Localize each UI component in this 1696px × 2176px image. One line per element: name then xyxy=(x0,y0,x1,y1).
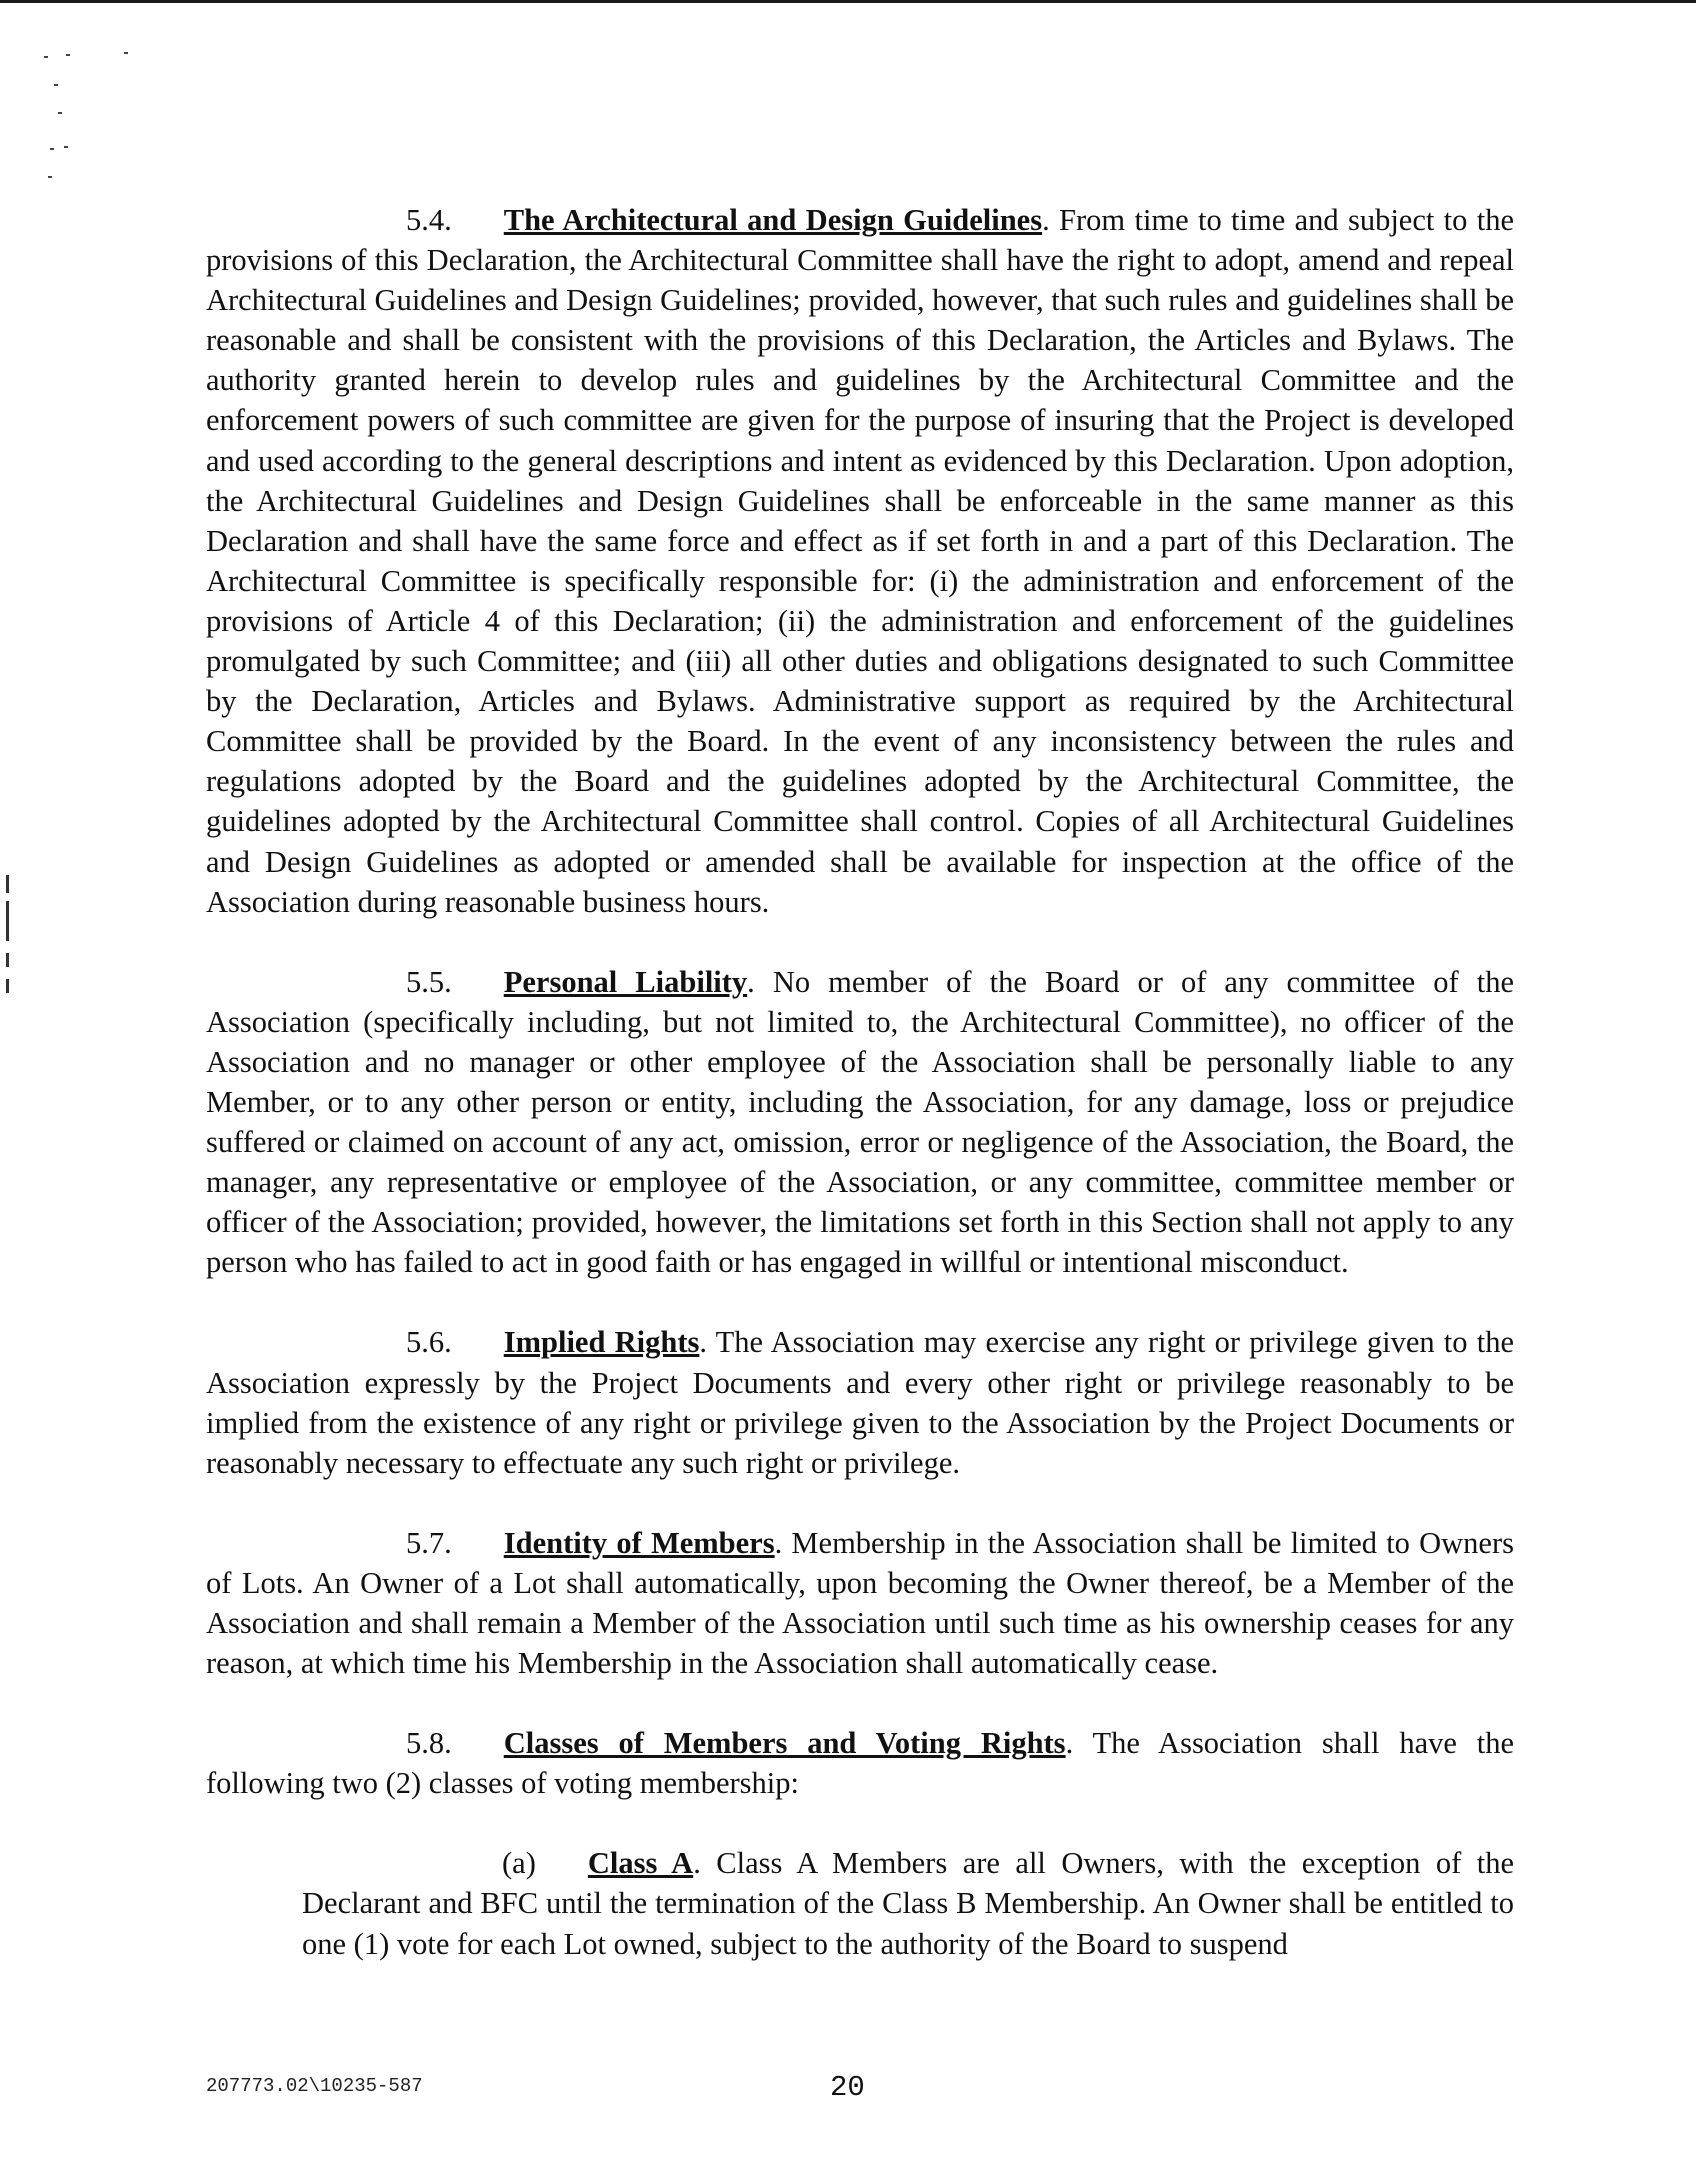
section-5-7 xyxy=(206,1523,1514,1683)
section-text: . From time to time and subject to the provisions of this Declaration, the Architectural Committee shall have the right to adopt, amend and repeal Architectural Guidelines and Design Guidelines; provided, however, that such rules and guidelines shall be reasonable and shall be consistent with the provisions of this Declaration, the Articles and Bylaws. The authority granted herein to develop rules and guidelines by the Architectural Committee and the enforcement powers of such committee are given for the purpose of insuring that the Project is developed and used according to the general descriptions and intent as evidenced by this Declaration. Upon adoption, the Architectural Guidelines and Design Guidelines shall be enforceable in the same manner as this Declaration and shall have the same force and effect as if set forth in and a part of this Declaration. The Architectural Committee is specifically responsible for: (i) the administration and enforcement of the provisions of Article 4 of this Declaration; (ii) the administration and enforcement of the guidelines promulgated by such Committee; and (iii) all other duties and obligations designated to such Committee by the Declaration, Articles and Bylaws. Administrative support as required by the Architectural Committee shall be provided by the Board. In the event of any inconsistency between the rules and regulations adopted by the Board and the guidelines adopted by the Architectural Committee, the guidelines adopted by the Architectural Committee shall control. Copies of all Architectural Guidelines and Design Guidelines as adopted or amended shall be available for inspection at the office of the Association during reasonable business hours. xyxy=(206,203,1514,919)
section-number: 5.5. xyxy=(406,964,452,999)
subsection-heading: Class A xyxy=(587,1846,694,1881)
section-number: 5.8. xyxy=(406,1726,452,1761)
scan-left-edge-mark xyxy=(6,875,9,995)
section-5-8 xyxy=(206,1723,1514,1803)
section-5-4 xyxy=(206,200,1514,922)
subsection-text: . Class A Members are all Owners, with the exception of the Declarant and BFC until the termination of the Class B Membership. An Owner shall be entitled to one (1) vote for each Lot owned, subject to the authority of the Board to suspend xyxy=(302,1846,1514,1961)
section-5-6 xyxy=(206,1322,1514,1482)
section-5-5 xyxy=(206,962,1514,1283)
document-body xyxy=(206,200,1514,2004)
scan-top-edge xyxy=(0,0,1696,3)
section-heading: Identity of Members xyxy=(503,1525,775,1560)
section-heading: Personal Liability xyxy=(503,964,748,999)
section-number: 5.4. xyxy=(406,203,452,237)
footer-document-code: 207773.02\10235-587 xyxy=(206,2075,423,2097)
subsection-class-a xyxy=(302,1843,1514,1963)
section-heading: The Architectural and Design Guidelines xyxy=(503,203,1043,237)
scan-margin-marks xyxy=(44,48,134,188)
section-number: 5.6. xyxy=(406,1325,452,1360)
section-text: . The Association shall have the following two (2) classes of voting membership: xyxy=(206,1726,1515,1801)
section-text: . The Association may exercise any right or privilege given to the Association expressly by the Project Documents and every other right or privilege reasonably to be implied from the existence of any right or privilege given to the Association by the Project Documents or reasonably necessary to effectuate any such right or privilege. xyxy=(206,1325,1514,1480)
section-number: 5.7. xyxy=(406,1525,452,1560)
section-heading: Classes of Members and Voting Rights xyxy=(503,1726,1066,1761)
section-text: . No member of the Board or of any committee of the Association (specifically including, but not limited to, the Architectural Committee), no officer of the Association and no manager or other employee of the Association shall be personally liable to any Member, or to any other person or entity, including the Association, for any damage, loss or prejudice suffered or claimed on account of any act, omission, error or negligence of the Association, the Board, the manager, any representative or employee of the Association, or any committee, committee member or officer of the Association; provided, however, the limitations set forth in this Section shall not apply to any person who has failed to act in good faith or has engaged in willful or intentional misconduct. xyxy=(206,964,1514,1280)
subsection-number: (a) xyxy=(502,1846,536,1881)
section-heading: Implied Rights xyxy=(503,1325,700,1360)
footer-page-number: 20 xyxy=(830,2071,865,2104)
section-text: . Membership in the Association shall be limited to Owners of Lots. An Owner of a Lot shall automatically, upon becoming the Owner thereof, be a Member of the Association and shall remain a Member of the Association until such time as his ownership ceases for any reason, at which time his Membership in the Association shall automatically cease. xyxy=(206,1525,1514,1681)
